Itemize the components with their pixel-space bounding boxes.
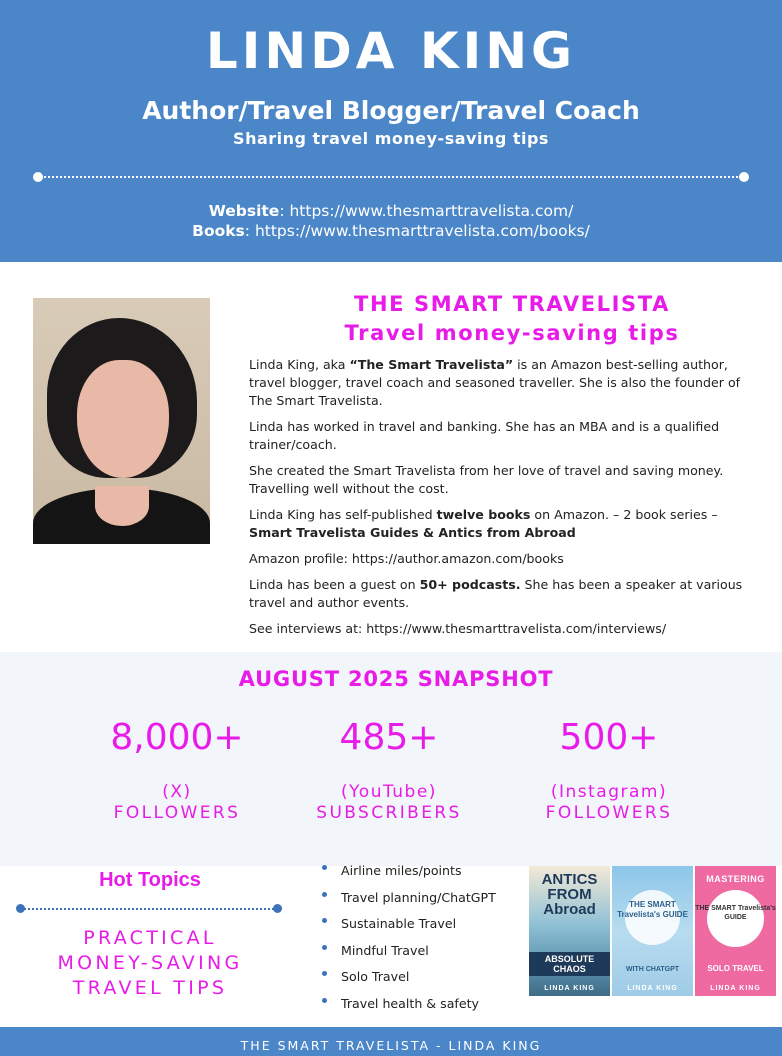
- stat-value: 485+: [339, 717, 439, 758]
- bio-paragraph: Linda King has self-published twelve books on Amazon. – 2 book series – Smart Travelista Guides & Antics from Abroad: [249, 507, 718, 540]
- bio-text: [249, 356, 759, 646]
- book-author: LINDA KING: [627, 985, 678, 992]
- author-photo: [33, 298, 210, 544]
- stat-label: FOLLOWERS: [545, 803, 673, 823]
- stat-platform: (X): [162, 782, 192, 802]
- book-title: THE SMART Travelista's GUIDE: [617, 900, 688, 919]
- hot-topics-subtitle: PRACTICAL MONEY-SAVING TRAVEL TIPS: [57, 927, 243, 999]
- bio-paragraph: Linda King, aka “The Smart Travelista” is an Amazon best-selling author, travel blogger, travel coach and seasoned traveller. She is also the founder of The Smart Travelista.: [249, 357, 741, 408]
- website-line[interactable]: Website: https://www.thesmarttravelista.com/: [208, 202, 574, 220]
- book-subtitle: SOLO TRAVEL: [707, 964, 764, 973]
- list-item: Solo Travel: [322, 968, 496, 995]
- author-name: LINDA KING: [205, 22, 577, 80]
- stat-label: FOLLOWERS: [113, 803, 241, 823]
- amazon-profile-link[interactable]: Amazon profile: https://author.amazon.com/books: [249, 551, 564, 566]
- list-item: Sustainable Travel: [322, 915, 496, 942]
- bio-paragraph: She created the Smart Travelista from her love of travel and saving money. Travelling well without the cost.: [249, 463, 724, 496]
- book-title: ANTICS FROM Abroad: [541, 871, 598, 918]
- stat-value: 8,000+: [110, 717, 244, 758]
- book-inner-title: THE SMART Travelista's GUIDE: [695, 905, 776, 921]
- book-subtitle: ABSOLUTE CHAOS: [529, 952, 610, 976]
- author-role: Author/Travel Blogger/Travel Coach: [142, 96, 640, 125]
- stat-value: 500+: [559, 717, 659, 758]
- book-cover-antics[interactable]: [529, 866, 610, 996]
- stat-platform: (YouTube): [341, 782, 437, 802]
- book-author: LINDA KING: [544, 985, 595, 992]
- stat-x: [62, 716, 292, 824]
- books-url[interactable]: : https://www.thesmarttravelista.com/books/: [244, 222, 590, 240]
- snapshot-title: AUGUST 2025 SNAPSHOT: [238, 667, 554, 691]
- header-divider: [36, 172, 746, 182]
- hot-topics-title: Hot Topics: [99, 869, 201, 891]
- header-banner: [0, 0, 782, 262]
- list-item: Mindful Travel: [322, 942, 496, 969]
- hot-topics-divider: [16, 904, 282, 914]
- list-item: Travel health & safety: [322, 995, 496, 1022]
- books-line[interactable]: Books: https://www.thesmarttravelista.com/books/: [192, 222, 590, 240]
- book-subtitle: WITH CHATGPT: [625, 966, 680, 973]
- interviews-link[interactable]: See interviews at: https://www.thesmarttravelista.com/interviews/: [249, 621, 667, 636]
- book-cover-solo-travel[interactable]: [695, 866, 776, 996]
- author-tagline: Sharing travel money-saving tips: [233, 129, 549, 148]
- stat-platform: (Instagram): [550, 782, 668, 802]
- footer-bar: THE SMART TRAVELISTA - LINDA KING: [0, 1027, 782, 1056]
- stat-instagram: [494, 716, 724, 824]
- stat-label: SUBSCRIBERS: [316, 803, 462, 823]
- stat-youtube: [274, 716, 504, 824]
- list-item: Airline miles/points: [322, 862, 496, 889]
- book-title: MASTERING: [706, 874, 765, 884]
- website-url[interactable]: : https://www.thesmarttravelista.com/: [279, 202, 574, 220]
- book-cover-chatgpt-guide[interactable]: [612, 866, 693, 996]
- divider-dot-right: [739, 172, 749, 182]
- book-author: LINDA KING: [710, 985, 761, 992]
- header-links: [0, 201, 782, 241]
- bio-paragraph: Linda has worked in travel and banking. She has an MBA and is a qualified trainer/coach.: [249, 419, 720, 452]
- bio-title: THE SMART TRAVELISTA Travel money-saving tips: [344, 292, 680, 345]
- topics-list: [322, 862, 496, 1022]
- list-item: Travel planning/ChatGPT: [322, 889, 496, 916]
- bio-paragraph: Linda has been a guest on 50+ podcasts. She has been a speaker at various travel and author events.: [249, 577, 743, 610]
